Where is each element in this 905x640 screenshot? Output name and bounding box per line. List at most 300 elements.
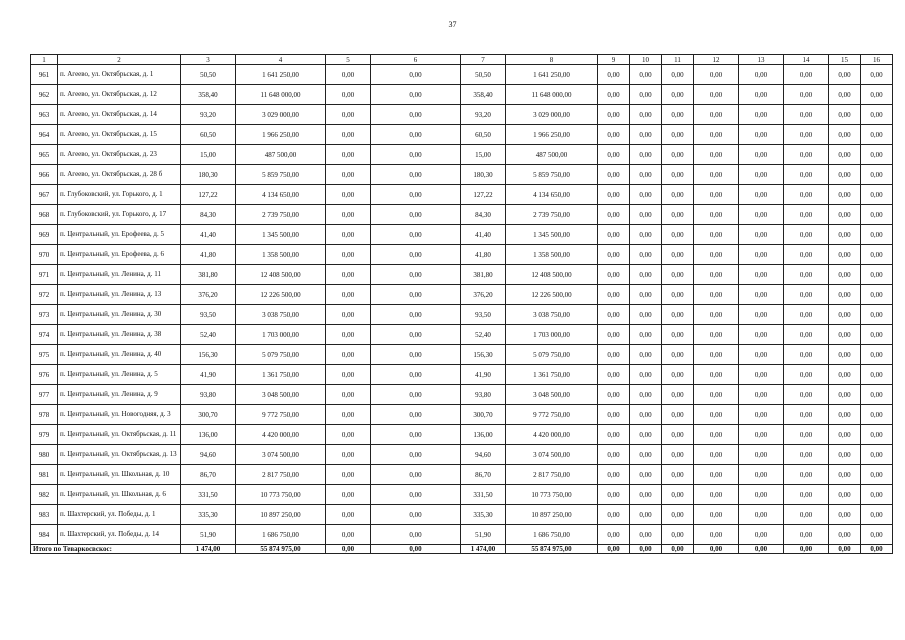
value-cell: 0,00 [829, 465, 861, 485]
value-cell: 0,00 [630, 185, 662, 205]
address-cell: п. Центральный, ул. Новогодняя, д. 3 [58, 405, 181, 425]
value-cell: 1 686 750,00 [506, 525, 598, 545]
value-cell: 0,00 [371, 225, 461, 245]
value-cell: 0,00 [630, 245, 662, 265]
value-cell: 136,00 [181, 425, 236, 445]
value-cell: 0,00 [829, 405, 861, 425]
value-cell: 0,00 [739, 425, 784, 445]
value-cell: 0,00 [829, 145, 861, 165]
row-number: 965 [31, 145, 58, 165]
value-cell: 0,00 [739, 485, 784, 505]
value-cell: 335,30 [181, 505, 236, 525]
value-cell: 0,00 [371, 185, 461, 205]
value-cell: 0,00 [739, 325, 784, 345]
value-cell: 5 859 750,00 [236, 165, 326, 185]
table-row [31, 185, 893, 205]
address-cell: п. Агеево, ул. Октябрьская, д. 14 [58, 105, 181, 125]
value-cell: 1 703 000,00 [506, 325, 598, 345]
row-number: 967 [31, 185, 58, 205]
column-header: 15 [829, 55, 861, 65]
value-cell: 0,00 [694, 445, 739, 465]
value-cell: 9 772 750,00 [506, 405, 598, 425]
value-cell: 0,00 [784, 485, 829, 505]
value-cell: 51,90 [461, 525, 506, 545]
value-cell: 2 739 750,00 [236, 205, 326, 225]
value-cell: 0,00 [784, 125, 829, 145]
value-cell: 0,00 [598, 405, 630, 425]
value-cell: 376,20 [181, 285, 236, 305]
table-row [31, 405, 893, 425]
table-row [31, 65, 893, 85]
value-cell: 0,00 [630, 305, 662, 325]
value-cell: 0,00 [630, 325, 662, 345]
address-cell: п. Агеево, ул. Октябрьская, д. 28 б [58, 165, 181, 185]
value-cell: 10 897 250,00 [236, 505, 326, 525]
column-header: 12 [694, 55, 739, 65]
value-cell: 0,00 [371, 405, 461, 425]
value-cell: 0,00 [694, 365, 739, 385]
address-cell: п. Центральный, ул. Ленина, д. 9 [58, 385, 181, 405]
value-cell: 0,00 [326, 385, 371, 405]
value-cell: 0,00 [326, 145, 371, 165]
value-cell: 0,00 [326, 425, 371, 445]
value-cell: 0,00 [371, 345, 461, 365]
value-cell: 0,00 [662, 245, 694, 265]
value-cell: 0,00 [630, 365, 662, 385]
value-cell: 11 648 000,00 [506, 85, 598, 105]
table-row [31, 385, 893, 405]
row-number: 978 [31, 405, 58, 425]
value-cell: 0,00 [598, 185, 630, 205]
address-cell: п. Центральный, ул. Ленина, д. 40 [58, 345, 181, 365]
value-cell: 0,00 [326, 465, 371, 485]
value-cell: 0,00 [371, 105, 461, 125]
value-cell: 0,00 [861, 385, 893, 405]
value-cell: 0,00 [326, 325, 371, 345]
value-cell: 0,00 [326, 445, 371, 465]
value-cell: 0,00 [861, 345, 893, 365]
value-cell: 0,00 [371, 125, 461, 145]
value-cell: 0,00 [326, 185, 371, 205]
value-cell: 93,20 [461, 105, 506, 125]
column-header: 5 [326, 55, 371, 65]
value-cell: 0,00 [630, 85, 662, 105]
value-cell: 127,22 [461, 185, 506, 205]
value-cell: 0,00 [861, 305, 893, 325]
value-cell: 0,00 [694, 265, 739, 285]
value-cell: 0,00 [662, 205, 694, 225]
value-cell: 0,00 [630, 505, 662, 525]
value-cell: 0,00 [829, 165, 861, 185]
value-cell: 3 048 500,00 [236, 385, 326, 405]
value-cell: 0,00 [662, 445, 694, 465]
table-row [31, 205, 893, 225]
total-value-cell: 0,00 [739, 545, 784, 554]
value-cell: 3 038 750,00 [506, 305, 598, 325]
value-cell: 12 226 500,00 [506, 285, 598, 305]
value-cell: 0,00 [326, 365, 371, 385]
value-cell: 0,00 [739, 65, 784, 85]
value-cell: 1 345 500,00 [236, 225, 326, 245]
value-cell: 0,00 [861, 145, 893, 165]
address-cell: п. Центральный, ул. Ерофеева, д. 6 [58, 245, 181, 265]
value-cell: 0,00 [861, 85, 893, 105]
address-cell: п. Шахтерский, ул. Победы, д. 1 [58, 505, 181, 525]
value-cell: 300,70 [181, 405, 236, 425]
value-cell: 0,00 [861, 425, 893, 445]
value-cell: 0,00 [829, 125, 861, 145]
table-row [31, 465, 893, 485]
value-cell: 0,00 [739, 245, 784, 265]
value-cell: 84,30 [461, 205, 506, 225]
address-cell: п. Глубоковский, ул. Горького, д. 17 [58, 205, 181, 225]
value-cell: 0,00 [829, 425, 861, 445]
column-header: 3 [181, 55, 236, 65]
column-header: 14 [784, 55, 829, 65]
value-cell: 94,60 [181, 445, 236, 465]
value-cell: 358,40 [181, 85, 236, 105]
value-cell: 0,00 [829, 505, 861, 525]
value-cell: 93,80 [181, 385, 236, 405]
value-cell: 0,00 [829, 305, 861, 325]
row-number: 984 [31, 525, 58, 545]
value-cell: 0,00 [861, 405, 893, 425]
value-cell: 0,00 [784, 385, 829, 405]
value-cell: 0,00 [739, 265, 784, 285]
value-cell: 0,00 [739, 165, 784, 185]
address-cell: п. Центральный, ул. Октябрьская, д. 11 [58, 425, 181, 445]
value-cell: 0,00 [630, 465, 662, 485]
table-row [31, 105, 893, 125]
value-cell: 0,00 [784, 325, 829, 345]
table-row [31, 485, 893, 505]
value-cell: 3 074 500,00 [506, 445, 598, 465]
total-value-cell: 0,00 [630, 545, 662, 554]
table-row [31, 425, 893, 445]
value-cell: 0,00 [326, 165, 371, 185]
value-cell: 0,00 [694, 385, 739, 405]
value-cell: 0,00 [829, 285, 861, 305]
value-cell: 0,00 [694, 305, 739, 325]
total-value-cell: 0,00 [694, 545, 739, 554]
value-cell: 93,20 [181, 105, 236, 125]
value-cell: 1 358 500,00 [506, 245, 598, 265]
value-cell: 0,00 [598, 505, 630, 525]
value-cell: 0,00 [784, 405, 829, 425]
value-cell: 0,00 [662, 145, 694, 165]
value-cell: 0,00 [739, 285, 784, 305]
value-cell: 0,00 [861, 465, 893, 485]
value-cell: 94,60 [461, 445, 506, 465]
value-cell: 50,50 [461, 65, 506, 85]
table-row [31, 325, 893, 345]
address-cell: п. Центральный, ул. Школьная, д. 10 [58, 465, 181, 485]
value-cell: 156,30 [461, 345, 506, 365]
value-cell: 376,20 [461, 285, 506, 305]
value-cell: 41,80 [461, 245, 506, 265]
value-cell: 0,00 [662, 465, 694, 485]
value-cell: 0,00 [662, 285, 694, 305]
value-cell: 0,00 [694, 165, 739, 185]
column-header: 1 [31, 55, 58, 65]
value-cell: 0,00 [784, 425, 829, 445]
value-cell: 0,00 [861, 225, 893, 245]
value-cell: 0,00 [694, 325, 739, 345]
total-value-cell: 0,00 [784, 545, 829, 554]
value-cell: 0,00 [694, 205, 739, 225]
value-cell: 0,00 [371, 365, 461, 385]
row-number: 972 [31, 285, 58, 305]
table-row [31, 145, 893, 165]
value-cell: 52,40 [181, 325, 236, 345]
value-cell: 0,00 [784, 445, 829, 465]
value-cell: 51,90 [181, 525, 236, 545]
value-cell: 0,00 [739, 465, 784, 485]
row-number: 961 [31, 65, 58, 85]
value-cell: 0,00 [694, 525, 739, 545]
value-cell: 0,00 [326, 105, 371, 125]
total-row [31, 545, 893, 554]
value-cell: 0,00 [861, 445, 893, 465]
value-cell: 0,00 [739, 225, 784, 245]
value-cell: 0,00 [861, 165, 893, 185]
value-cell: 0,00 [861, 285, 893, 305]
address-cell: п. Агеево, ул. Октябрьская, д. 1 [58, 65, 181, 85]
value-cell: 0,00 [371, 85, 461, 105]
value-cell: 0,00 [662, 425, 694, 445]
value-cell: 2 817 750,00 [236, 465, 326, 485]
value-cell: 0,00 [630, 205, 662, 225]
address-cell: п. Центральный, ул. Ленина, д. 5 [58, 365, 181, 385]
value-cell: 0,00 [371, 385, 461, 405]
value-cell: 0,00 [630, 425, 662, 445]
value-cell: 60,50 [181, 125, 236, 145]
value-cell: 1 641 250,00 [236, 65, 326, 85]
total-value-cell: 55 874 975,00 [236, 545, 326, 554]
value-cell: 0,00 [371, 145, 461, 165]
value-cell: 331,50 [181, 485, 236, 505]
value-cell: 0,00 [662, 505, 694, 525]
value-cell: 136,00 [461, 425, 506, 445]
value-cell: 0,00 [739, 145, 784, 165]
value-cell: 93,80 [461, 385, 506, 405]
value-cell: 1 358 500,00 [236, 245, 326, 265]
value-cell: 0,00 [598, 345, 630, 365]
value-cell: 0,00 [630, 145, 662, 165]
value-cell: 0,00 [371, 325, 461, 345]
table-row [31, 225, 893, 245]
value-cell: 0,00 [598, 85, 630, 105]
value-cell: 0,00 [829, 65, 861, 85]
value-cell: 0,00 [598, 525, 630, 545]
column-header: 8 [506, 55, 598, 65]
value-cell: 1 361 750,00 [236, 365, 326, 385]
total-value-cell: 0,00 [371, 545, 461, 554]
value-cell: 0,00 [861, 65, 893, 85]
value-cell: 0,00 [694, 465, 739, 485]
value-cell: 3 029 000,00 [236, 105, 326, 125]
value-cell: 0,00 [829, 325, 861, 345]
value-cell: 0,00 [829, 205, 861, 225]
column-header: 10 [630, 55, 662, 65]
value-cell: 0,00 [630, 345, 662, 365]
value-cell: 487 500,00 [236, 145, 326, 165]
value-cell: 0,00 [598, 385, 630, 405]
value-cell: 0,00 [371, 445, 461, 465]
value-cell: 86,70 [461, 465, 506, 485]
value-cell: 0,00 [739, 445, 784, 465]
value-cell: 1 345 500,00 [506, 225, 598, 245]
row-number: 977 [31, 385, 58, 405]
column-header: 7 [461, 55, 506, 65]
value-cell: 0,00 [739, 85, 784, 105]
value-cell: 0,00 [630, 165, 662, 185]
value-cell: 0,00 [861, 125, 893, 145]
table-row [31, 525, 893, 545]
total-value-cell: 55 874 975,00 [506, 545, 598, 554]
value-cell: 0,00 [829, 105, 861, 125]
value-cell: 0,00 [630, 485, 662, 505]
table-row [31, 445, 893, 465]
value-cell: 0,00 [662, 325, 694, 345]
address-cell: п. Центральный, ул. Школьная, д. 6 [58, 485, 181, 505]
value-cell: 0,00 [630, 65, 662, 85]
address-cell: п. Центральный, ул. Ленина, д. 38 [58, 325, 181, 345]
value-cell: 0,00 [694, 145, 739, 165]
value-cell: 0,00 [630, 225, 662, 245]
value-cell: 0,00 [326, 525, 371, 545]
value-cell: 0,00 [829, 85, 861, 105]
row-number: 982 [31, 485, 58, 505]
address-cell: п. Центральный, ул. Ленина, д. 11 [58, 265, 181, 285]
value-cell: 0,00 [861, 325, 893, 345]
value-cell: 10 897 250,00 [506, 505, 598, 525]
value-cell: 0,00 [326, 85, 371, 105]
value-cell: 0,00 [662, 365, 694, 385]
value-cell: 381,80 [181, 265, 236, 285]
value-cell: 0,00 [371, 485, 461, 505]
value-cell: 0,00 [739, 305, 784, 325]
value-cell: 0,00 [829, 245, 861, 265]
value-cell: 0,00 [784, 245, 829, 265]
value-cell: 0,00 [326, 405, 371, 425]
column-header: 6 [371, 55, 461, 65]
value-cell: 0,00 [694, 225, 739, 245]
value-cell: 0,00 [739, 105, 784, 125]
value-cell: 358,40 [461, 85, 506, 105]
value-cell: 0,00 [861, 205, 893, 225]
value-cell: 4 134 650,00 [506, 185, 598, 205]
total-value-cell: 1 474,00 [461, 545, 506, 554]
value-cell: 4 134 650,00 [236, 185, 326, 205]
value-cell: 0,00 [739, 205, 784, 225]
value-cell: 12 408 500,00 [506, 265, 598, 285]
value-cell: 180,30 [461, 165, 506, 185]
value-cell: 0,00 [662, 225, 694, 245]
value-cell: 0,00 [784, 305, 829, 325]
total-value-cell: 1 474,00 [181, 545, 236, 554]
row-number: 975 [31, 345, 58, 365]
value-cell: 12 408 500,00 [236, 265, 326, 285]
row-number: 970 [31, 245, 58, 265]
value-cell: 0,00 [694, 345, 739, 365]
total-value-cell: 0,00 [598, 545, 630, 554]
value-cell: 0,00 [371, 245, 461, 265]
value-cell: 0,00 [861, 245, 893, 265]
value-cell: 0,00 [371, 465, 461, 485]
value-cell: 0,00 [598, 465, 630, 485]
value-cell: 10 773 750,00 [236, 485, 326, 505]
value-cell: 41,90 [461, 365, 506, 385]
value-cell: 0,00 [662, 165, 694, 185]
value-cell: 0,00 [829, 365, 861, 385]
address-cell: п. Агеево, ул. Октябрьская, д. 23 [58, 145, 181, 165]
value-cell: 0,00 [739, 345, 784, 365]
value-cell: 0,00 [739, 125, 784, 145]
value-cell: 0,00 [371, 205, 461, 225]
address-cell: п. Агеево, ул. Октябрьская, д. 15 [58, 125, 181, 145]
value-cell: 0,00 [694, 485, 739, 505]
value-cell: 0,00 [784, 105, 829, 125]
value-cell: 0,00 [739, 365, 784, 385]
value-cell: 0,00 [784, 205, 829, 225]
value-cell: 0,00 [784, 85, 829, 105]
value-cell: 0,00 [630, 445, 662, 465]
value-cell: 0,00 [326, 265, 371, 285]
value-cell: 0,00 [371, 425, 461, 445]
value-cell: 1 966 250,00 [236, 125, 326, 145]
value-cell: 0,00 [630, 265, 662, 285]
value-cell: 0,00 [326, 65, 371, 85]
value-cell: 0,00 [630, 105, 662, 125]
value-cell: 0,00 [829, 385, 861, 405]
row-number: 973 [31, 305, 58, 325]
column-header: 16 [861, 55, 893, 65]
value-cell: 180,30 [181, 165, 236, 185]
address-cell: п. Центральный, ул. Октябрьская, д. 13 [58, 445, 181, 465]
value-cell: 0,00 [371, 165, 461, 185]
table-row [31, 245, 893, 265]
value-cell: 0,00 [598, 105, 630, 125]
value-cell: 0,00 [598, 205, 630, 225]
value-cell: 0,00 [739, 185, 784, 205]
value-cell: 0,00 [598, 165, 630, 185]
value-cell: 9 772 750,00 [236, 405, 326, 425]
value-cell: 0,00 [371, 305, 461, 325]
total-value-cell: 0,00 [662, 545, 694, 554]
value-cell: 0,00 [326, 245, 371, 265]
value-cell: 0,00 [861, 105, 893, 125]
value-cell: 0,00 [598, 125, 630, 145]
value-cell: 0,00 [829, 525, 861, 545]
value-cell: 0,00 [326, 485, 371, 505]
column-header: 9 [598, 55, 630, 65]
value-cell: 52,40 [461, 325, 506, 345]
value-cell: 1 966 250,00 [506, 125, 598, 145]
value-cell: 0,00 [694, 185, 739, 205]
value-cell: 0,00 [829, 225, 861, 245]
value-cell: 0,00 [630, 525, 662, 545]
value-cell: 0,00 [694, 85, 739, 105]
value-cell: 0,00 [694, 285, 739, 305]
value-cell: 0,00 [662, 105, 694, 125]
value-cell: 0,00 [694, 245, 739, 265]
value-cell: 4 420 000,00 [506, 425, 598, 445]
value-cell: 0,00 [598, 225, 630, 245]
value-cell: 0,00 [662, 185, 694, 205]
value-cell: 0,00 [784, 165, 829, 185]
value-cell: 487 500,00 [506, 145, 598, 165]
